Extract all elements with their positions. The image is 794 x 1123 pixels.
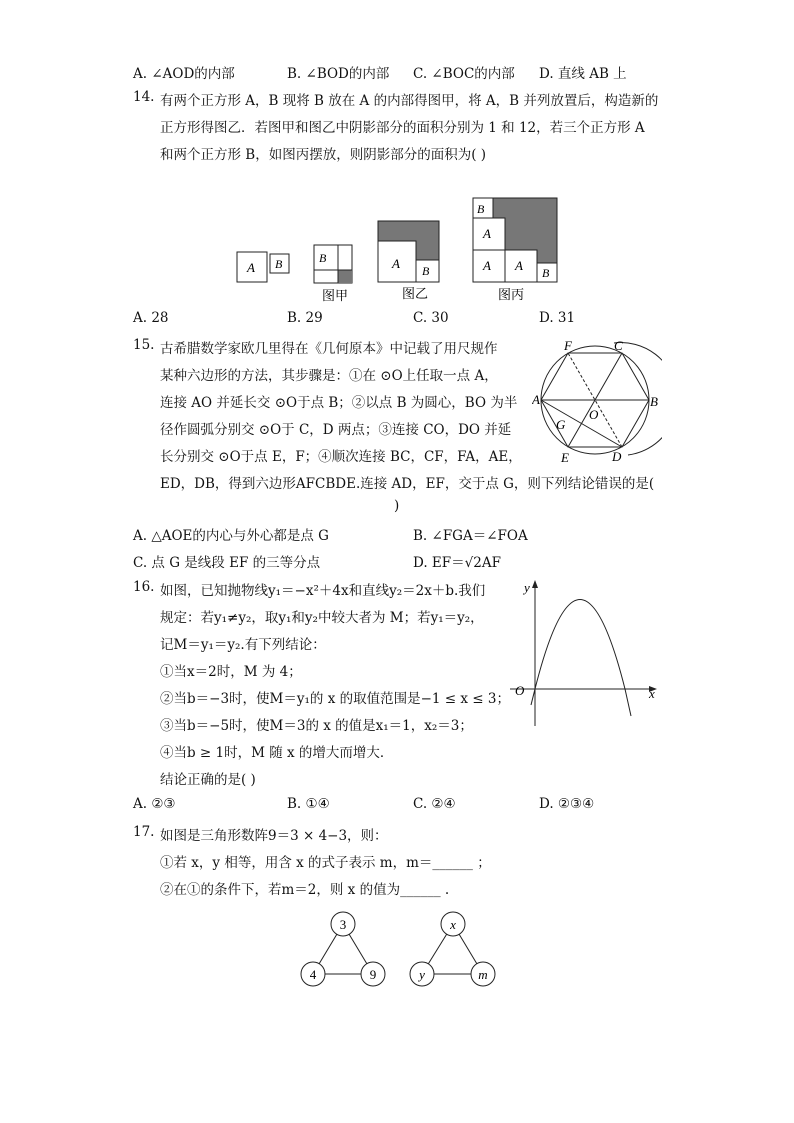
bing-label-b2: B: [542, 266, 550, 280]
tri2-right: m: [478, 967, 488, 982]
q16-number: 16.: [133, 579, 155, 595]
fig-jia-shade: [338, 270, 352, 283]
q15-hexagon-figure: [532, 333, 662, 468]
q13-option-b: B. ∠BOD的内部: [287, 66, 390, 82]
q15-line-4: 径作圆弧分别交 ⊙O于 C，D 两点；③连接 CO，DO 并延: [160, 422, 512, 438]
fig-yi-caption: 图乙: [402, 286, 429, 301]
parabola: [535, 600, 631, 717]
label-o: O: [515, 683, 525, 698]
q15-option-b: B. ∠FGA＝∠FOA: [413, 528, 528, 544]
tri2-left: y: [419, 967, 425, 982]
q14-number: 14.: [133, 89, 155, 105]
yi-label-b: B: [422, 264, 430, 278]
q15-number: 15.: [133, 337, 155, 353]
q16-line-4: ①当x＝2时，M 为 4；: [160, 664, 302, 680]
q14-option-b: B. 29: [287, 310, 323, 326]
q15-line-2: 某种六边形的方法，其步骤是：①在 ⊙O上任取一点 A，: [160, 368, 498, 384]
fig-bing-caption: 图丙: [498, 287, 525, 302]
q13-option-c: C. ∠BOC的内部: [413, 66, 515, 82]
tri1-left: 4: [309, 967, 317, 982]
q17-triangle-figures: [295, 907, 505, 997]
label-b: B: [275, 257, 283, 271]
q16-line-8: 结论正确的是( ): [160, 772, 256, 788]
point-o: O: [589, 407, 599, 422]
q14-option-c: C. 30: [413, 310, 449, 326]
q17-line-3: ②在①的条件下，若m＝2，则 x 的值为______ .: [160, 882, 450, 898]
bing-label-a3: A: [515, 258, 523, 273]
bing-label-a1: A: [483, 226, 491, 241]
q14-option-a: A. 28: [133, 310, 169, 326]
q15-option-c: C. 点 G 是线段 EF 的三等分点: [133, 555, 321, 571]
point-f: F: [564, 338, 572, 353]
label-y: y: [524, 580, 530, 595]
q16-line-2: 规定：若y₁≠y₂，取y₁和y₂中较大者为 M；若y₁＝y₂，: [160, 610, 484, 626]
fig-jia-caption: 图甲: [322, 288, 349, 303]
q13-option-d: D. 直线 AB 上: [539, 66, 627, 82]
point-a: A: [532, 392, 540, 407]
tri2-top: x: [450, 917, 456, 932]
q16-parabola-figure: [505, 576, 665, 731]
q17-number: 17.: [133, 824, 155, 840]
q15-option-a: A. △AOE的内心与外心都是点 G: [133, 528, 329, 544]
point-d: D: [612, 449, 622, 464]
tri1-right: 9: [369, 967, 377, 982]
q14-line-2: 正方形得图乙．若图甲和图乙中阴影部分的面积分别为 1 和 12，若三个正方形 A: [160, 120, 645, 136]
q15-line-7: ): [394, 498, 400, 514]
q17-line-1: 如图是三角形数阵9＝3 × 4−3，则：: [160, 828, 388, 844]
q14-figures: [230, 192, 570, 304]
q14-line-3: 和两个正方形 B，如图丙摆放，则阴影部分的面积为( ): [160, 147, 487, 163]
q15-line-3: 连接 AO 并延长交 ⊙O于点 B；②以点 B 为圆心，BO 为半: [160, 395, 518, 411]
jia-label-b: B: [319, 251, 327, 265]
point-e: E: [561, 450, 569, 465]
yi-label-a: A: [392, 256, 400, 271]
q16-option-c: C. ②④: [413, 796, 456, 812]
point-b: B: [650, 394, 658, 409]
q13-option-a: A. ∠AOD的内部: [133, 66, 235, 82]
q15-option-d: D. EF＝√2AF: [413, 555, 501, 571]
tri1-top: 3: [339, 917, 347, 932]
label-a: A: [247, 260, 255, 275]
q16-line-5: ②当b＝−3时，使M＝y₁的 x 的取值范围是−1 ≤ x ≤ 3；: [160, 691, 510, 707]
q15-line-6: ED，DB，得到六边形AFCBDE.连接 AD，EF，交于点 G，则下列结论错误的是(: [160, 476, 655, 492]
q17-line-2: ①若 x，y 相等，用含 x 的式子表示 m，m＝______ ；: [160, 855, 491, 871]
q16-line-6: ③当b＝−5时，使M＝3的 x 的值是x₁＝1，x₂＝3；: [160, 718, 473, 734]
q15-line-5: 长分别交 ⊙O于点 E，F；④顺次连接 BC，CF，FA，AE，: [160, 449, 522, 465]
q16-option-d: D. ②③④: [539, 796, 595, 812]
point-g: G: [556, 417, 566, 432]
q16-line-3: 记M＝y₁＝y₂.有下列结论：: [160, 637, 326, 653]
bing-label-b1: B: [477, 202, 485, 216]
q15-line-1: 古希腊数学家欧几里得在《几何原本》中记载了用尺规作: [160, 341, 498, 357]
q16-option-a: A. ②③: [133, 796, 176, 812]
q16-line-1: 如图，已知抛物线y₁＝−x²＋4x和直线y₂＝2x＋b.我们: [160, 583, 486, 599]
label-x: x: [649, 686, 655, 701]
q14-line-1: 有两个正方形 A，B 现将 B 放在 A 的内部得图甲，将 A，B 并列放置后，构造新的: [160, 93, 659, 109]
point-c: C: [614, 338, 623, 353]
q16-option-b: B. ①④: [287, 796, 330, 812]
bing-label-a2: A: [483, 258, 491, 273]
q14-option-d: D. 31: [539, 310, 576, 326]
q16-line-7: ④当b ≥ 1时，M 随 x 的增大而增大．: [160, 745, 394, 761]
